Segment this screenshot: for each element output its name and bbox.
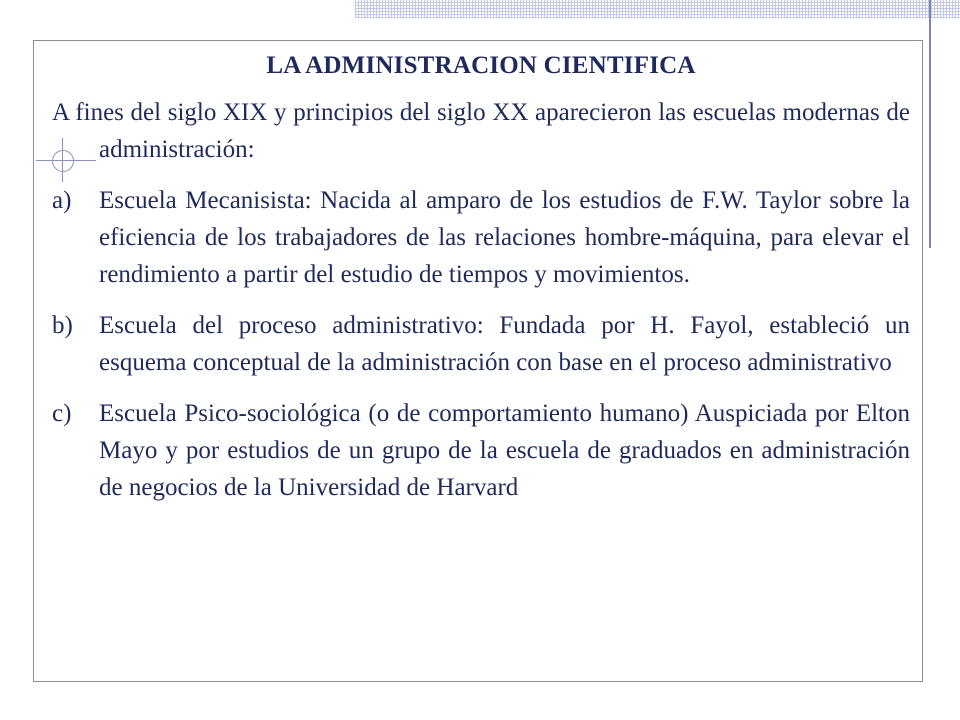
- list-item-c: [52, 395, 910, 506]
- list-item-letter: c): [52, 400, 72, 427]
- slide-content: [52, 48, 910, 520]
- list-item-text: Escuela Psico-sociológica (o de comportamiento humano) Auspiciada por Elton Mayo y por estudios de un grupo de la escuela de graduados en administración de negocios de la Universidad de Harvard: [99, 400, 910, 501]
- slide-title: LA ADMINISTRACION CIENTIFICA: [266, 52, 696, 79]
- intro-paragraph: A fines del siglo XIX y principios del siglo XX aparecieron las escuelas modernas de administración:: [52, 99, 910, 163]
- list-item-a: [52, 182, 910, 293]
- list-item-letter: b): [52, 312, 73, 339]
- list-item-text: Escuela del proceso administrativo: Fundada por H. Fayol, estableció un esquema conceptual de la administración con base en el proceso administrativo: [99, 312, 910, 376]
- decorative-hatch-band: [355, 0, 960, 18]
- list-item-letter: a): [52, 187, 72, 214]
- list-item-b: [52, 307, 910, 381]
- list-item-text: Escuela Mecanisista: Nacida al amparo de los estudios de F.W. Taylor sobre la eficiencia de los trabajadores de las relaciones hombre-máquina, para elevar el rendimiento a partir del estudio de tiempos y movimientos.: [99, 187, 910, 288]
- decorative-vertical-line: [929, 0, 931, 248]
